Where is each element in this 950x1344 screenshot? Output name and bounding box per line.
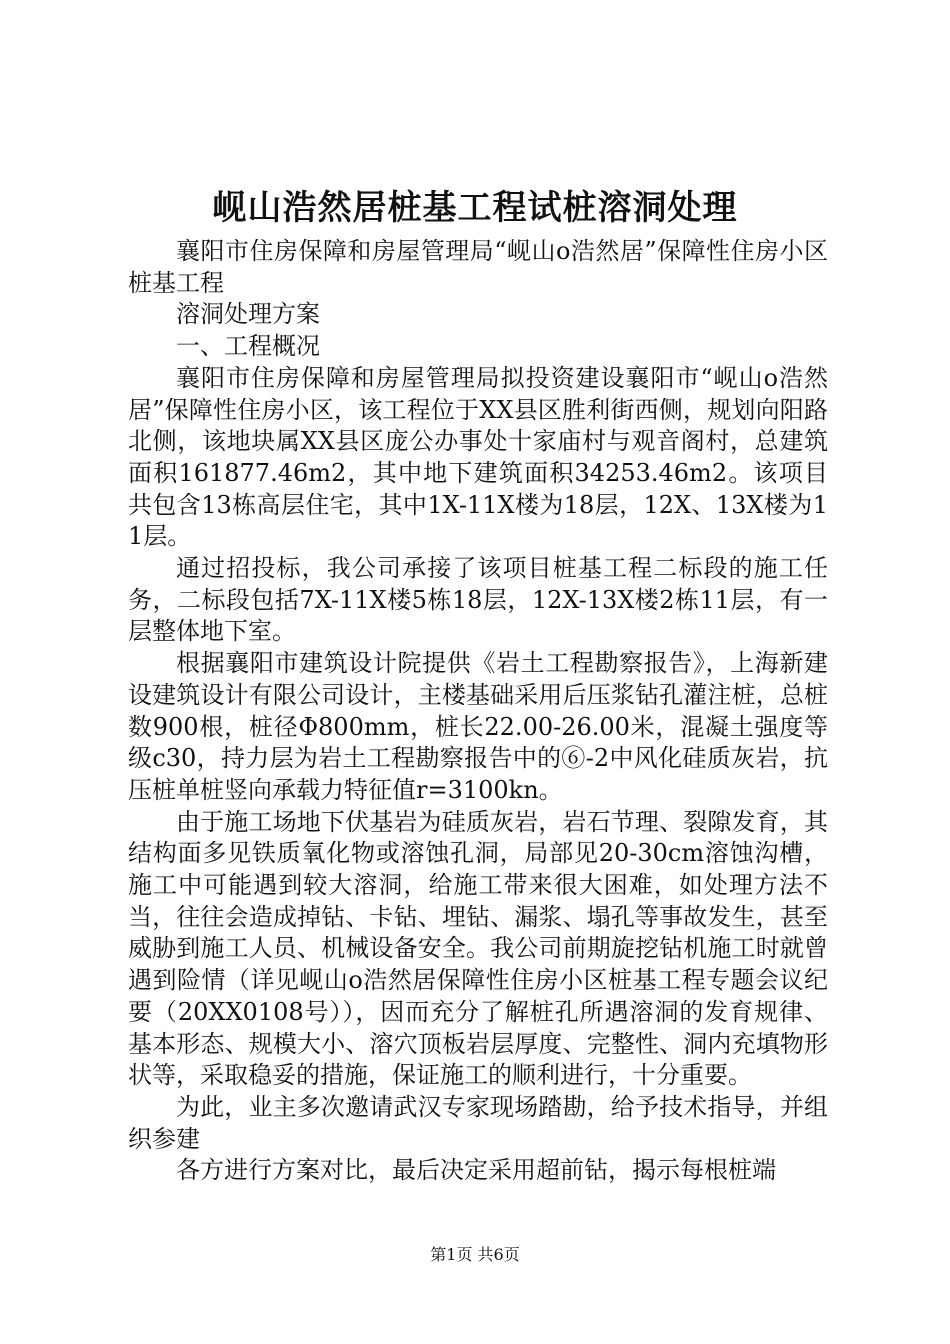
paragraph-expert-visit: 为此，业主多次邀请武汉专家现场踏勘，给予技术指导，并组织参建 (128, 1092, 828, 1153)
paragraph-bidding: 通过招投标，我公司承接了该项目桩基工程二标段的施工任务，二标段包括7X-11X楼5栋18层，12X-13X楼2栋11层，有一层整体地下室。 (128, 554, 828, 646)
document-title: 岘山浩然居桩基工程试桩溶洞处理 (212, 188, 738, 228)
paragraph-plan-title: 溶洞处理方案 (176, 300, 320, 329)
paragraph-geology: 由于施工场地下伏基岩为硅质灰岩，岩石节理、裂隙发育，其结构面多见铁质氧化物或溶蚀孔洞，局部见20-30cm溶蚀沟槽，施工中可能遇到较大溶洞，给施工带来很大困难，如处理方法不当，往往会造成掉钻、卡钻、埋钻、漏浆、塌孔等事故发生，甚至威胁到施工人员、机械设备安全。我公司前期旋挖钻机施工时就曾遇到险情（详见岘山o浩然居保障性住房小区桩基工程专题会议纪要（20XX0108号）），因而充分了解桩孔所遇溶洞的发育规律、基本形态、规模大小、溶穴顶板岩层厚度、完整性、洞内充填物形状等，采取稳妥的措施，保证施工的顺利进行，十分重要。 (128, 807, 828, 1090)
paragraph-project-name: 襄阳市住房保障和房屋管理局“岘山o浩然居”保障性住房小区桩基工程 (128, 237, 828, 297)
document-body (128, 236, 828, 1187)
paragraph-plan-comparison: 各方进行方案对比，最后决定采用超前钻，揭示每根桩端 (176, 1156, 776, 1185)
paragraph-section-heading: 一、工程概况 (176, 332, 320, 361)
paragraph-project-overview: 襄阳市住房保障和房屋管理局拟投资建设襄阳市“岘山o浩然居”保障性住房小区，该工程位于XX县区胜利街西侧，规划向阳路北侧，该地块属XX县区庞公办事处十家庙村与观音阁村，总建筑面积161877.46m2，其中地下建筑面积34253.46m2。该项目共包含13栋高层住宅，其中1X-11X楼为18层，12X、13X楼为11层。 (128, 363, 828, 551)
page-number-footer: 第1页 共6页 (430, 1245, 520, 1264)
paragraph-design: 根据襄阳市建筑设计院提供《岩土工程勘察报告》，上海新建设建筑设计有限公司设计，主楼基础采用后压浆钻孔灌注桩，总桩数900根，桩径Φ800mm，桩长22.00-26.00米，混凝土强度等级c30，持力层为岩土工程勘察报告中的⑥-2中风化硅质灰岩，抗压桩单桩竖向承载力特征值r=3100kn。 (128, 649, 828, 804)
